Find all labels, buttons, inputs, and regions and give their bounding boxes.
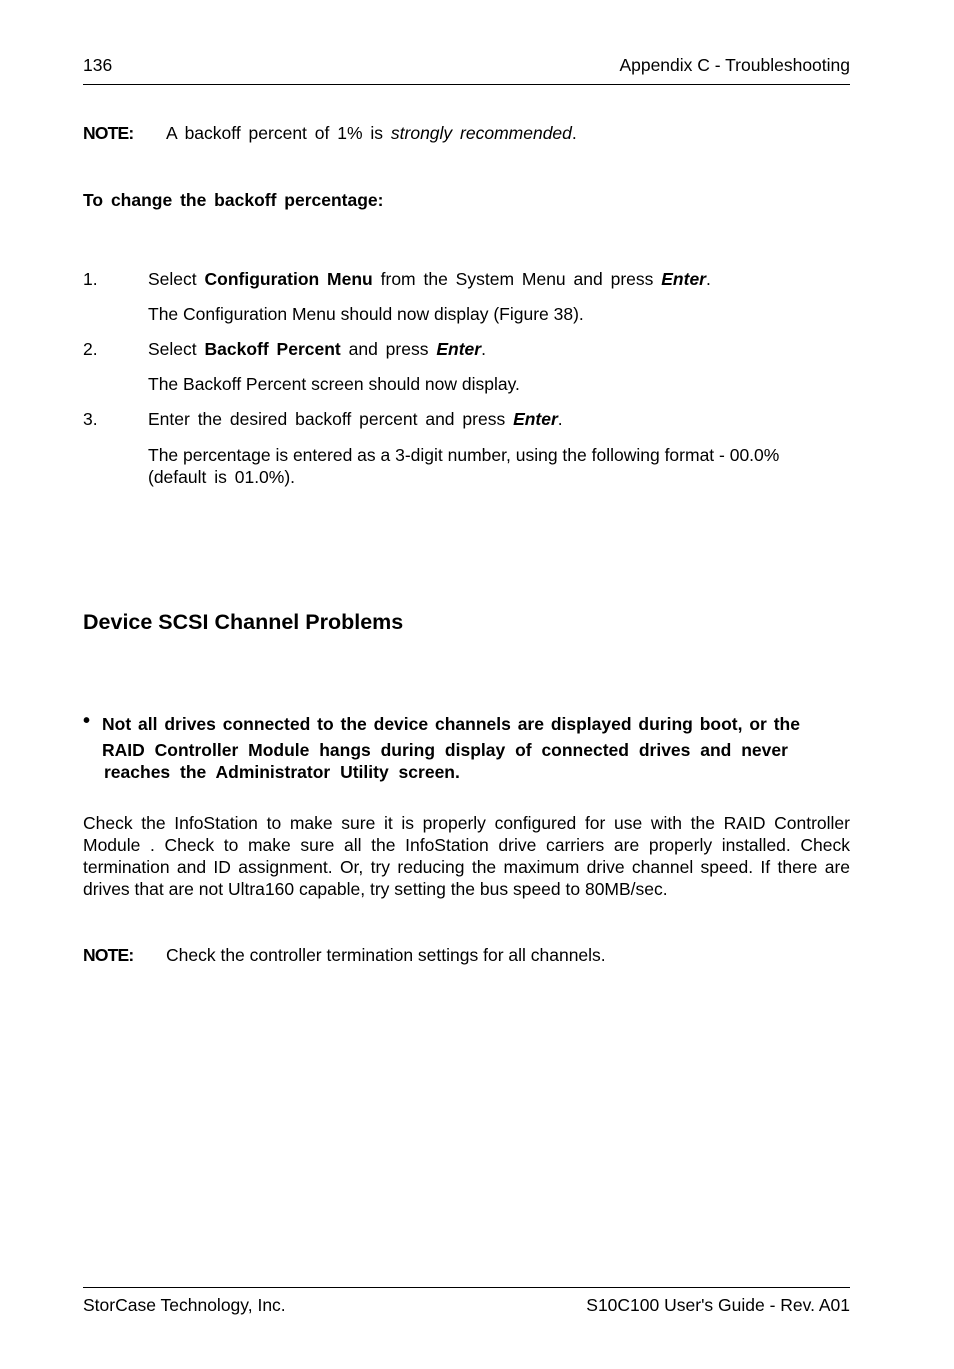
step-instruction: Select Configuration Menu from the System Menu and press Enter.	[148, 269, 711, 289]
menu-item-name: Backoff Percent	[204, 339, 341, 359]
step-result: The Backoff Percent screen should now display.	[148, 374, 520, 394]
body-paragraph: Check the InfoStation to make sure it is properly configured for use with the RAID Controller Module . Check to make sure all the InfoStation drive carriers are properly installed. Check termination and ID assignment. Or, try reducing the maximum drive channel speed. If there are drives that are not Ultra160 capable, try setting the bus speed to 80MB/sec.	[83, 813, 850, 899]
note-block	[83, 945, 133, 966]
note-emphasis: strongly recommended	[390, 123, 572, 143]
running-header-section: Appendix C - Troubleshooting	[619, 55, 850, 75]
note-label: NOTE:	[83, 945, 134, 965]
step-result: The percentage is entered as a 3-digit number, using the following format - 00.0%	[148, 445, 780, 465]
page-number: 136	[83, 55, 113, 75]
header-rule	[83, 84, 850, 85]
step-number: 1.	[83, 269, 98, 289]
footer-rule	[83, 1287, 850, 1288]
bullet-icon: •	[83, 710, 91, 732]
footer-company: StorCase Technology, Inc.	[83, 1295, 286, 1315]
procedure-title: To change the backoff percentage:	[83, 190, 384, 210]
step-number: 3.	[83, 409, 98, 429]
bullet-text-line: Not all drives connected to the device channels are displayed during boot, or the	[102, 714, 800, 734]
note-label: NOTE:	[83, 123, 134, 143]
step-result: (default is 01.0%).	[148, 467, 296, 487]
step-result: The Configuration Menu should now display (Figure 38).	[148, 304, 584, 324]
key-name: Enter	[436, 339, 482, 359]
key-name: Enter	[661, 269, 706, 289]
key-name: Enter	[513, 409, 558, 429]
bullet-text-line: reaches the Administrator Utility screen.	[104, 762, 460, 782]
note-text: Check the controller termination settings for all channels.	[166, 945, 606, 965]
note-block	[83, 123, 133, 144]
bullet-text-line: RAID Controller Module hangs during display of connected drives and never	[102, 740, 788, 760]
note-text: A backoff percent of 1% is strongly recommended.	[166, 123, 577, 143]
step-number: 2.	[83, 339, 98, 359]
step-instruction: Enter the desired backoff percent and press Enter.	[148, 409, 563, 429]
section-heading: Device SCSI Channel Problems	[83, 610, 404, 634]
footer-guide-title: S10C100 User's Guide - Rev. A01	[586, 1295, 850, 1315]
step-instruction: Select Backoff Percent and press Enter.	[148, 339, 486, 359]
menu-item-name: Configuration Menu	[204, 269, 373, 289]
